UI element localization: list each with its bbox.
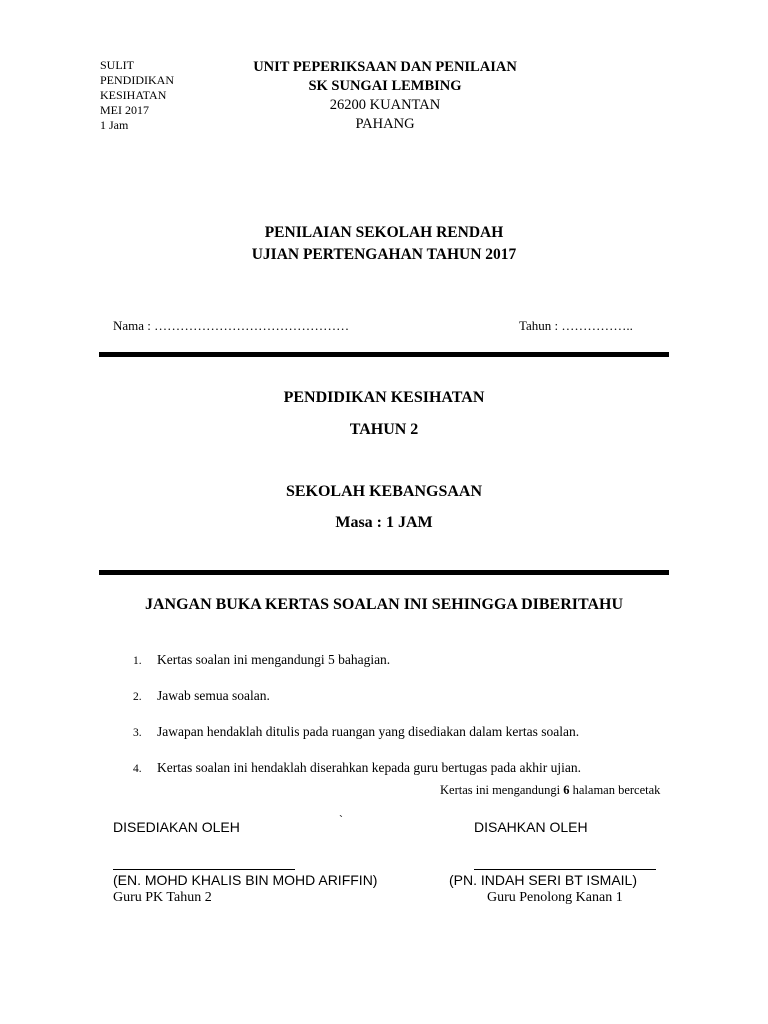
school-name: SK SUNGAI LEMBING: [308, 78, 462, 94]
divider-top: [99, 352, 669, 357]
exam-title: [0, 222, 768, 266]
subject-code-line1: PENDIDIKAN: [100, 73, 174, 87]
instruction-text: Kertas soalan ini mengandungi 5 bahagian.: [157, 652, 391, 667]
tahun-field: Tahun : ……………..: [519, 318, 633, 333]
prepared-signature-line: [113, 869, 295, 870]
unit-name: UNIT PEPERIKSAAN DAN PENILAIAN: [253, 59, 517, 75]
exam-duration: Masa : 1 JAM: [335, 514, 433, 531]
instructions-list: [133, 652, 581, 796]
instruction-number: 3.: [133, 727, 142, 739]
stray-mark: `: [339, 813, 343, 827]
instruction-item: [133, 724, 581, 760]
exam-month: MEI 2017: [100, 103, 149, 117]
instruction-number: 1.: [133, 655, 142, 667]
instruction-number: 2.: [133, 691, 142, 703]
exam-duration-short: 1 Jam: [100, 118, 129, 132]
divider-bottom: [99, 570, 669, 575]
instruction-text: Jawab semua soalan.: [157, 688, 270, 703]
instruction-item: [133, 688, 581, 724]
prepared-by-label: DISEDIAKAN OLEH: [113, 819, 240, 835]
instruction-text: Jawapan hendaklah ditulis pada ruangan yang disediakan dalam kertas soalan.: [157, 724, 580, 739]
page-count-note: [440, 783, 660, 798]
approved-by-role: Guru Penolong Kanan 1: [487, 890, 623, 905]
instruction-number: 4.: [133, 763, 142, 775]
instruction-text: Kertas soalan ini hendaklah diserahkan kepada guru bertugas pada akhir ujian.: [157, 760, 581, 775]
prepared-by-role: Guru PK Tahun 2: [113, 890, 212, 905]
school-postcode-city: 26200 KUANTAN: [329, 97, 441, 113]
exam-title-line1: PENILAIAN SEKOLAH RENDAH: [264, 224, 504, 241]
prepared-by-name: (EN. MOHD KHALIS BIN MOHD ARIFFIN): [113, 872, 378, 888]
subject-year: TAHUN 2: [349, 421, 419, 438]
page-count-after: halaman bercetak: [569, 783, 661, 797]
subject-name: PENDIDIKAN KESIHATAN: [283, 389, 485, 406]
exam-title-line2: UJIAN PERTENGAHAN TAHUN 2017: [251, 246, 517, 263]
school-state: PAHANG: [355, 116, 415, 132]
approved-by-label: DISAHKAN OLEH: [474, 819, 588, 835]
page-count-before: Kertas ini mengandungi: [440, 783, 564, 797]
classification-label: SULIT: [100, 58, 134, 72]
page-count-number: 6: [563, 783, 570, 797]
subject-code-line2: KESIHATAN: [100, 88, 167, 102]
instruction-item: [133, 652, 581, 688]
school-header: [200, 58, 570, 134]
approved-signature-line: [474, 869, 656, 870]
nama-field: Nama : ………………………………………: [113, 318, 350, 333]
school-type: SEKOLAH KEBANGSAAN: [285, 483, 483, 500]
approved-by-name: (PN. INDAH SERI BT ISMAIL): [449, 872, 637, 888]
warning-heading: JANGAN BUKA KERTAS SOALAN INI SEHINGGA DIBERITAHU: [144, 596, 624, 613]
paper-metadata: [100, 58, 174, 133]
